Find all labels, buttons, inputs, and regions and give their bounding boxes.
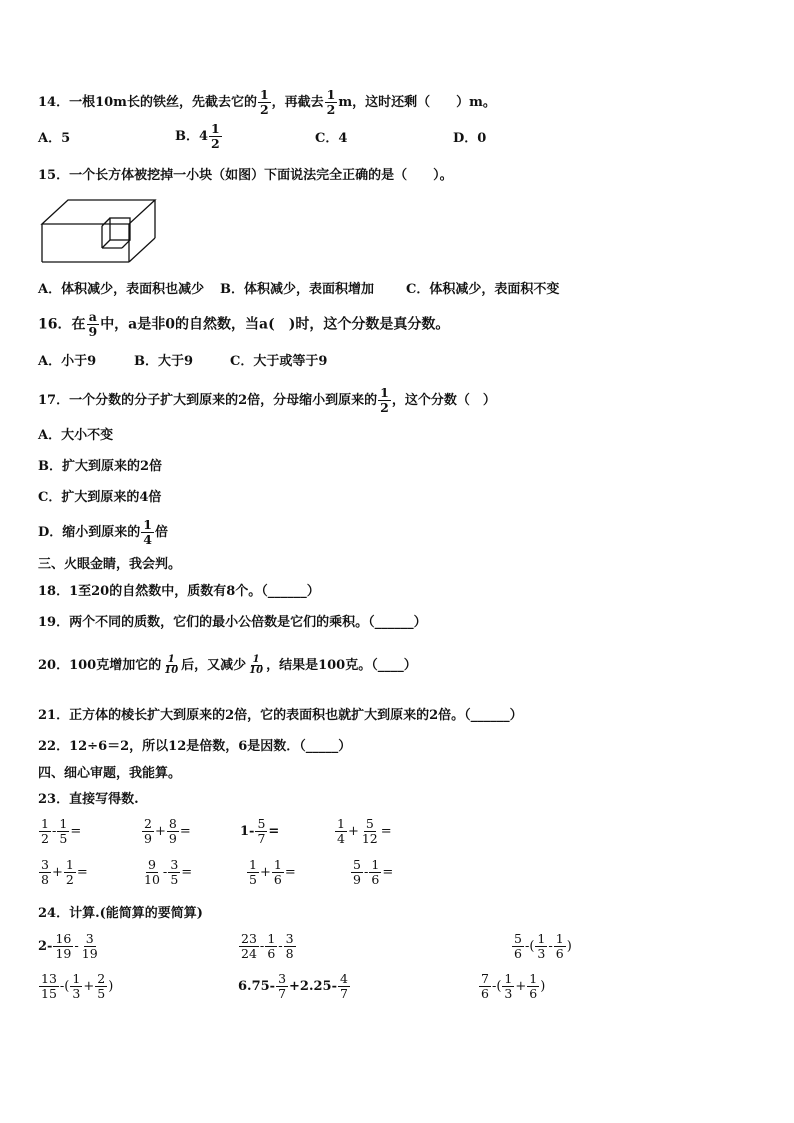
q23-item-2: $\frac{2}{9}$ + $\frac{8}{9}$ = — [144, 816, 191, 846]
q24-expr-5: 6.75- $\frac{3}{7}$ +2.25- $\frac{4}{7}$ — [238, 971, 348, 1001]
q16-stem: 16．在 $\frac{a}{9}$ 中，a是非0的自然数，当a( )时，这个分数是真分数。 — [38, 309, 450, 339]
q15-stem: 15．一个长方体被挖掉一小块（如图）下面说法完全正确的是（ ）。 — [38, 168, 453, 183]
q15-option-a[interactable]: A．体积减少，表面积也减少 — [38, 282, 205, 297]
q15-option-b[interactable]: B．体积减少，表面积增加 — [220, 282, 374, 297]
q23-item-7: $\frac{1}{5}$ + $\frac{1}{6}$ = — [249, 857, 296, 887]
q17-option-d[interactable]: D．缩小到原来的 $\frac{1}{4}$ 倍 — [38, 517, 168, 547]
q17-option-b[interactable]: B．扩大到原来的2倍 — [38, 459, 163, 474]
q23-title: 23．直接写得数. — [38, 792, 139, 807]
q14-option-d[interactable]: D．0 — [453, 131, 487, 146]
q23-item-8: $\frac{5}{9}$ - $\frac{1}{6}$ = — [353, 857, 394, 887]
section-4-heading: 四、细心审题，我能算。 — [38, 766, 182, 781]
q14-option-b[interactable]: B．4 $\frac{1}{2}$ — [175, 121, 220, 151]
q14-option-c[interactable]: C．4 — [315, 131, 348, 146]
q15-option-c[interactable]: C．体积减少，表面积不变 — [406, 282, 560, 297]
q14-stem: 14．一根10m长的铁丝，先截去它的 $\frac{1}{2}$ ，再截去 $\frac{1}{2}$ m，这时还剩（ ）m。 — [38, 87, 496, 117]
section-3-heading: 三、火眼金睛，我会判。 — [38, 557, 182, 572]
fraction: $\frac{1}{2}$ — [211, 121, 220, 151]
fraction: $\frac{1}{4}$ — [143, 517, 152, 547]
q23-item-3: 1- $\frac{5}{7}$ = — [240, 816, 280, 846]
q24-expr-2: $\frac{23}{24}$ - $\frac{1}{6}$ - $\frac{3}{8}$ — [241, 931, 294, 961]
fraction: $\frac{1}{10}$ — [249, 654, 264, 676]
q16-option-a[interactable]: A．小于9 — [38, 354, 97, 369]
q23-item-4: $\frac{1}{4}$ + $\frac{5}{12}$ = — [337, 816, 392, 846]
fraction: $\frac{a}{9}$ — [88, 309, 98, 339]
q22: 22．12÷6＝2，所以12是倍数，6是因数．（_____） — [38, 739, 352, 754]
q24-expr-1: 2- $\frac{16}{19}$ - $\frac{3}{19}$ — [38, 931, 98, 961]
q23-item-5: $\frac{3}{8}$ + $\frac{1}{2}$ = — [41, 857, 88, 887]
q24-expr-3: $\frac{5}{6}$ -( $\frac{1}{3}$ - $\frac{1}{6}$ ) — [514, 931, 572, 961]
q16-option-b[interactable]: B．大于9 — [134, 354, 194, 369]
q24-expr-6: $\frac{7}{6}$ -( $\frac{1}{3}$ + $\frac{1}{6}$ ) — [481, 971, 546, 1001]
q14-option-a[interactable]: A．5 — [38, 131, 71, 146]
q20: 20．100克增加它的 $\frac{1}{10}$ 后，又减少 $\frac{1}{10}$ ，结果是100克。（____） — [38, 654, 417, 676]
q24-title: 24．计算.(能简算的要简算) — [38, 906, 203, 921]
fraction: $\frac{1}{2}$ — [326, 87, 336, 117]
fraction: $\frac{1}{2}$ — [259, 87, 269, 117]
q24-expr-4: $\frac{13}{15}$ -( $\frac{1}{3}$ + $\frac{2}{5}$ ) — [41, 971, 114, 1001]
q17-option-c[interactable]: C．扩大到原来的4倍 — [38, 490, 162, 505]
q17-stem: 17．一个分数的分子扩大到原来的2倍，分母缩小到原来的 $\frac{1}{2}$ ，这个分数（ ） — [38, 385, 496, 415]
q18: 18．1至20的自然数中，质数有8个。（______） — [38, 584, 320, 599]
q17-option-a[interactable]: A．大小不变 — [38, 428, 114, 443]
q19: 19．两个不同的质数，它们的最小公倍数是它们的乘积。（______） — [38, 615, 427, 630]
q16-option-c[interactable]: C．大于或等于9 — [230, 354, 328, 369]
cuboid-figure — [40, 196, 160, 266]
fraction: $\frac{1}{2}$ — [380, 385, 389, 415]
q23-item-6: $\frac{9}{10}$ - $\frac{3}{5}$ = — [144, 857, 193, 887]
q21: 21．正方体的棱长扩大到原来的2倍，它的表面积也就扩大到原来的2倍。（______） — [38, 708, 523, 723]
fraction: $\frac{1}{10}$ — [164, 654, 179, 676]
q23-item-1: $\frac{1}{2}$ - $\frac{1}{5}$ = — [41, 816, 82, 846]
